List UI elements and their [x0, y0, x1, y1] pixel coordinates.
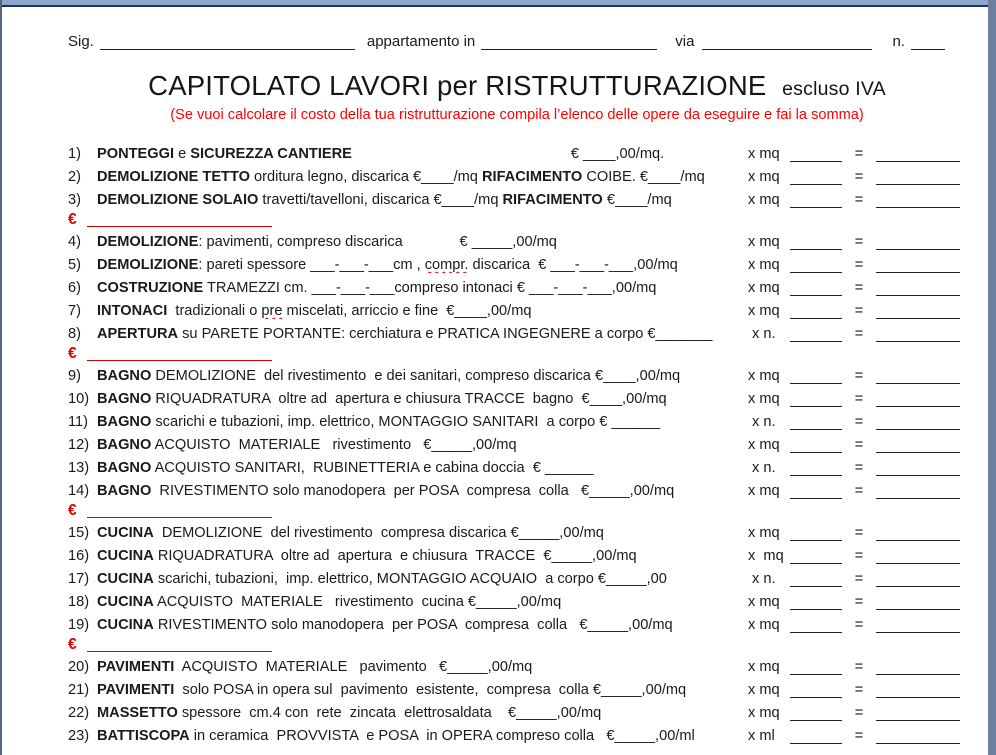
- item-text-part: ACQUISTO MATERIALE pavimento €_____,00/mq: [174, 659, 533, 675]
- multiplier-unit-label: x n.: [748, 460, 776, 476]
- item-text-part: e: [174, 146, 191, 162]
- item-text: [68, 303, 748, 319]
- result-blank[interactable]: [876, 462, 960, 476]
- item-text-part: BAGNO: [97, 368, 152, 384]
- item-text-part: PAVIMENTI: [97, 659, 175, 675]
- item-text-part: COIBE. €____/mq: [582, 169, 705, 185]
- list-item: [68, 430, 966, 453]
- list-item: [68, 185, 966, 208]
- item-text-part: CUCINA: [97, 525, 154, 541]
- subtotal-blank[interactable]: [87, 214, 272, 227]
- n-blank[interactable]: [911, 35, 945, 50]
- item-text: [68, 682, 748, 698]
- item-text-part: RIFACIMENTO: [481, 169, 583, 185]
- item-number: 17): [68, 571, 90, 587]
- item-text-part: tradizionali o: [167, 303, 262, 319]
- equals-sign: =: [854, 682, 864, 698]
- result-blank[interactable]: [876, 328, 960, 342]
- item-text-part: travetti/tavelloni, discarica €____/mq: [258, 192, 503, 208]
- result-blank[interactable]: [876, 148, 960, 162]
- list-item: [68, 518, 966, 541]
- equals-sign: =: [854, 257, 864, 273]
- item-text-part: RIVESTIMENTO solo manodopera per POSA compresa colla €_____,00/mq: [151, 483, 675, 499]
- equals-sign: =: [854, 391, 864, 407]
- equals-sign: =: [854, 483, 864, 499]
- quantity-blank[interactable]: [790, 439, 842, 453]
- quantity-blank[interactable]: [790, 550, 842, 564]
- equals-sign: =: [854, 728, 864, 744]
- result-blank[interactable]: [876, 596, 960, 610]
- item-text-part: CUCINA: [97, 594, 154, 610]
- list-item: [68, 361, 966, 384]
- via-blank[interactable]: [702, 35, 872, 50]
- item-text: [68, 414, 748, 430]
- item-number: 12): [68, 437, 90, 453]
- item-text: [68, 437, 748, 453]
- item-number: 7): [68, 303, 81, 319]
- title-suffix: escluso IVA: [782, 78, 886, 100]
- item-text: [68, 728, 748, 744]
- item-text-part: : pavimenti, compreso discarica: [198, 234, 403, 250]
- item-text: [68, 257, 748, 273]
- multiplier-field: [748, 326, 966, 342]
- multiplier-field: [748, 617, 966, 633]
- item-text: [68, 391, 748, 407]
- result-blank[interactable]: [876, 194, 960, 208]
- multiplier-field: [748, 146, 966, 162]
- multiplier-unit-label: x mq: [748, 391, 780, 407]
- multiplier-unit-label: x ml: [748, 728, 775, 744]
- multiplier-unit-label: x mq: [748, 483, 780, 499]
- subtotal-blank[interactable]: [87, 639, 272, 652]
- item-number: 20): [68, 659, 90, 675]
- item-text-part: €____/mq: [602, 192, 672, 208]
- subtotal-blank[interactable]: [87, 505, 272, 518]
- equals-sign: =: [854, 705, 864, 721]
- subtotal-row: [68, 633, 966, 652]
- list-item: [68, 476, 966, 499]
- item-text-part: DEMOLIZIONE: [97, 234, 199, 250]
- title-main: CAPITOLATO LAVORI per RISTRUTTURAZIONE: [148, 70, 767, 101]
- item-number: 16): [68, 548, 90, 564]
- equals-sign: =: [854, 326, 864, 342]
- result-blank[interactable]: [876, 393, 960, 407]
- multiplier-unit-label: x mq: [748, 146, 780, 162]
- quantity-blank[interactable]: [790, 416, 842, 430]
- multiplier-field: [748, 682, 966, 698]
- equals-sign: =: [854, 571, 864, 587]
- item-text-part: RIQUADRATURA oltre ad apertura e chiusura TRACCE bagno €____,00/mq: [151, 391, 667, 407]
- result-blank[interactable]: [876, 171, 960, 185]
- item-text-part: BAGNO: [97, 483, 152, 499]
- equals-sign: =: [854, 303, 864, 319]
- list-item: [68, 250, 966, 273]
- list-item: [68, 698, 966, 721]
- item-text-part: RIVESTIMENTO solo manodopera per POSA compresa colla €_____,00/mq: [153, 617, 673, 633]
- multiplier-field: [748, 525, 966, 541]
- multiplier-field: [748, 548, 966, 564]
- item-text-part: DEMOLIZIONE SOLAIO: [97, 192, 259, 208]
- item-text: [68, 617, 748, 633]
- item-number: 15): [68, 525, 90, 541]
- item-text-part: in ceramica PROVVISTA e POSA in OPERA compreso colla €_____,00/ml: [189, 728, 695, 744]
- equals-sign: =: [854, 659, 864, 675]
- multiplier-field: [748, 437, 966, 453]
- item-number: 4): [68, 234, 81, 250]
- item-text-part: DEMOLIZIONE del rivestimento e dei sanitari, compreso discarica €____,00/mq: [151, 368, 681, 384]
- multiplier-field: [748, 234, 966, 250]
- quantity-blank[interactable]: [790, 305, 842, 319]
- item-text: [68, 169, 748, 185]
- multiplier-field: [748, 303, 966, 319]
- multiplier-unit-label: x mq: [748, 548, 784, 564]
- item-number: 10): [68, 391, 90, 407]
- equals-sign: =: [854, 280, 864, 296]
- item-text-part: discarica € ___-___-___,00/mq: [468, 257, 678, 273]
- quantity-blank[interactable]: [790, 393, 842, 407]
- item-number: 9): [68, 368, 81, 384]
- page-title: [68, 70, 966, 102]
- subtotal-euro-label: €: [68, 211, 77, 228]
- page-subtitle: (Se vuoi calcolare il costo della tua ristrutturazione compila l’elenco delle opere da eseguire e fai la somma): [170, 107, 864, 123]
- item-text-part: : pareti spessore ___-___-___cm ,: [198, 257, 425, 273]
- multiplier-unit-label: x mq: [748, 525, 780, 541]
- multiplier-unit-label: x mq: [748, 617, 780, 633]
- multiplier-field: [748, 728, 966, 744]
- quantity-blank[interactable]: [790, 661, 842, 675]
- list-item: [68, 564, 966, 587]
- result-blank[interactable]: [876, 573, 960, 587]
- equals-sign: =: [854, 146, 864, 162]
- list-item: [68, 453, 966, 476]
- multiplier-field: [748, 414, 966, 430]
- item-text-part: € _____,00/mq: [402, 234, 557, 250]
- multiplier-field: [748, 659, 966, 675]
- multiplier-unit-label: x mq: [748, 594, 780, 610]
- item-text-part: BATTISCOPA: [97, 728, 190, 744]
- subtotal-euro-label: €: [68, 345, 77, 362]
- item-text-part: CUCINA: [97, 548, 154, 564]
- quantity-blank[interactable]: [790, 259, 842, 273]
- item-text-part: BAGNO: [97, 414, 152, 430]
- quantity-blank[interactable]: [790, 194, 842, 208]
- appartamento-label: appartamento in: [366, 33, 476, 50]
- item-text: [68, 234, 748, 250]
- multiplier-unit-label: x mq: [748, 437, 780, 453]
- page-content: [2, 0, 988, 744]
- list-item: [68, 162, 966, 185]
- item-text: [68, 460, 748, 476]
- item-text-part: PONTEGGI: [97, 146, 175, 162]
- multiplier-unit-label: x mq: [748, 368, 780, 384]
- list-item: [68, 139, 966, 162]
- item-number: 23): [68, 728, 90, 744]
- quantity-blank[interactable]: [790, 328, 842, 342]
- item-text: [68, 525, 748, 541]
- quantity-blank[interactable]: [790, 171, 842, 185]
- subtotal-euro-label: €: [68, 636, 77, 653]
- multiplier-field: [748, 280, 966, 296]
- item-text-part: solo POSA in opera sul pavimento esistente, compresa colla €_____,00/mq: [174, 682, 687, 698]
- result-blank[interactable]: [876, 619, 960, 633]
- item-text-part: scarichi e tubazioni, imp. elettrico, MONTAGGIO SANITARI a corpo € ______: [151, 414, 661, 430]
- multiplier-field: [748, 169, 966, 185]
- n-label: n.: [892, 33, 905, 50]
- item-text: [68, 192, 748, 208]
- list-item: [68, 541, 966, 564]
- multiplier-unit-label: x mq: [748, 257, 780, 273]
- item-text-part: ACQUISTO MATERIALE rivestimento €_____,00/mq: [151, 437, 517, 453]
- multiplier-unit-label: x mq: [748, 192, 780, 208]
- item-text-part: INTONACI: [97, 303, 168, 319]
- item-text-part: scarichi, tubazioni, imp. elettrico, MONTAGGIO ACQUAIO a corpo €_____,00: [153, 571, 667, 587]
- item-text: [68, 705, 748, 721]
- item-text: [68, 483, 748, 499]
- result-blank[interactable]: [876, 305, 960, 319]
- multiplier-unit-label: x mq: [748, 234, 780, 250]
- item-number: 14): [68, 483, 90, 499]
- item-text-part: RIFACIMENTO: [502, 192, 603, 208]
- quantity-blank[interactable]: [790, 684, 842, 698]
- result-blank[interactable]: [876, 439, 960, 453]
- result-blank[interactable]: [876, 730, 960, 744]
- result-blank[interactable]: [876, 550, 960, 564]
- subtotal-blank[interactable]: [87, 348, 272, 361]
- multiplier-unit-label: x mq: [748, 705, 780, 721]
- item-number: 6): [68, 280, 81, 296]
- multiplier-unit-label: x mq: [748, 682, 780, 698]
- item-number: 3): [68, 192, 81, 208]
- equals-sign: =: [854, 368, 864, 384]
- multiplier-unit-label: x n.: [748, 571, 776, 587]
- result-blank[interactable]: [876, 684, 960, 698]
- quantity-blank[interactable]: [790, 462, 842, 476]
- result-blank[interactable]: [876, 236, 960, 250]
- subtotal-euro-label: €: [68, 502, 77, 519]
- result-blank[interactable]: [876, 707, 960, 721]
- quantity-blank[interactable]: [790, 573, 842, 587]
- multiplier-field: [748, 391, 966, 407]
- equals-sign: =: [854, 234, 864, 250]
- multiplier-unit-label: x mq: [748, 280, 780, 296]
- result-blank[interactable]: [876, 661, 960, 675]
- quantity-blank[interactable]: [790, 596, 842, 610]
- equals-sign: =: [854, 414, 864, 430]
- sig-blank[interactable]: [100, 35, 355, 50]
- list-item: [68, 384, 966, 407]
- list-item: [68, 610, 966, 633]
- item-text: [68, 146, 748, 162]
- multiplier-unit-label: x mq: [748, 303, 780, 319]
- items-list: [68, 139, 966, 744]
- multiplier-field: [748, 368, 966, 384]
- equals-sign: =: [854, 594, 864, 610]
- item-text-part: BAGNO: [97, 460, 152, 476]
- equals-sign: =: [854, 460, 864, 476]
- list-item: [68, 587, 966, 610]
- item-text: [68, 326, 748, 342]
- result-blank[interactable]: [876, 370, 960, 384]
- item-text: [68, 659, 748, 675]
- list-item: [68, 652, 966, 675]
- item-number: 18): [68, 594, 90, 610]
- item-text-part: DEMOLIZIONE: [97, 257, 199, 273]
- quantity-blank[interactable]: [790, 282, 842, 296]
- via-label: via: [675, 33, 695, 50]
- equals-sign: =: [854, 525, 864, 541]
- item-number: 5): [68, 257, 81, 273]
- list-item: [68, 721, 966, 744]
- item-text-part: CUCINA: [97, 571, 154, 587]
- item-text: [68, 548, 748, 564]
- item-text: [68, 280, 748, 296]
- multiplier-unit-label: x mq: [748, 169, 780, 185]
- item-text: [68, 368, 748, 384]
- multiplier-field: [748, 594, 966, 610]
- item-text-part: ACQUISTO SANITARI, RUBINETTERIA e cabina doccia € ______: [151, 460, 594, 476]
- appartamento-blank[interactable]: [481, 35, 657, 50]
- equals-sign: =: [854, 548, 864, 564]
- item-text: [68, 571, 748, 587]
- multiplier-field: [748, 705, 966, 721]
- item-text-part: compr.: [424, 257, 469, 273]
- multiplier-unit-label: x n.: [748, 326, 776, 342]
- result-blank[interactable]: [876, 416, 960, 430]
- header-line: [68, 33, 966, 50]
- result-blank[interactable]: [876, 259, 960, 273]
- subtotal-row: [68, 342, 966, 361]
- equals-sign: =: [854, 437, 864, 453]
- item-text-part: RIQUADRATURA oltre ad apertura e chiusura TRACCE €_____,00/mq: [153, 548, 637, 564]
- subtotal-row: [68, 208, 966, 227]
- multiplier-unit-label: x mq: [748, 659, 780, 675]
- item-text-part: miscelati, arriccio e fine €____,00/mq: [282, 303, 532, 319]
- item-text-part: MASSETTO: [97, 705, 178, 721]
- item-text-part: DEMOLIZIONE del rivestimento compresa discarica €_____,00/mq: [153, 525, 604, 541]
- quantity-blank[interactable]: [790, 730, 842, 744]
- multiplier-field: [748, 483, 966, 499]
- equals-sign: =: [854, 617, 864, 633]
- item-number: 13): [68, 460, 90, 476]
- window-top-border: [2, 5, 988, 7]
- quantity-blank[interactable]: [790, 370, 842, 384]
- item-text: [68, 594, 748, 610]
- list-item: [68, 227, 966, 250]
- result-blank[interactable]: [876, 527, 960, 541]
- quantity-blank[interactable]: [790, 527, 842, 541]
- multiplier-unit-label: x n.: [748, 414, 776, 430]
- quantity-blank[interactable]: [790, 148, 842, 162]
- item-number: 11): [68, 414, 89, 430]
- quantity-blank[interactable]: [790, 485, 842, 499]
- item-text-part: APERTURA: [97, 326, 179, 342]
- list-item: [68, 273, 966, 296]
- list-item: [68, 296, 966, 319]
- multiplier-field: [748, 192, 966, 208]
- result-blank[interactable]: [876, 282, 960, 296]
- result-blank[interactable]: [876, 485, 960, 499]
- quantity-blank[interactable]: [790, 707, 842, 721]
- equals-sign: =: [854, 192, 864, 208]
- item-number: 8): [68, 326, 81, 342]
- multiplier-field: [748, 571, 966, 587]
- item-text-part: ACQUISTO MATERIALE rivestimento cucina €_____,00/mq: [153, 594, 562, 610]
- item-number: 21): [68, 682, 90, 698]
- item-text-part: € ____,00/mq.: [351, 146, 665, 162]
- item-text-part: PAVIMENTI: [97, 682, 175, 698]
- item-text-part: COSTRUZIONE: [97, 280, 204, 296]
- item-text-part: CUCINA: [97, 617, 154, 633]
- item-text-part: SICUREZZA CANTIERE: [190, 146, 352, 162]
- list-item: [68, 319, 966, 342]
- equals-sign: =: [854, 169, 864, 185]
- item-text-part: spessore cm.4 con rete zincata elettrosaldata €_____,00/mq: [177, 705, 602, 721]
- item-number: 19): [68, 617, 90, 633]
- item-text-part: pre: [261, 303, 283, 319]
- quantity-blank[interactable]: [790, 236, 842, 250]
- quantity-blank[interactable]: [790, 619, 842, 633]
- item-text-part: BAGNO: [97, 437, 152, 453]
- multiplier-field: [748, 257, 966, 273]
- sig-label: Sig.: [68, 33, 94, 50]
- subtotal-row: [68, 499, 966, 518]
- item-text-part: TRAMEZZI cm. ___-___-___compreso intonaci € ___-___-___,00/mq: [203, 280, 657, 296]
- item-text-part: DEMOLIZIONE TETTO: [97, 169, 250, 185]
- multiplier-field: [748, 460, 966, 476]
- list-item: [68, 407, 966, 430]
- item-number: 22): [68, 705, 90, 721]
- item-text-part: BAGNO: [97, 391, 152, 407]
- item-number: 1): [68, 146, 81, 162]
- item-text-part: orditura legno, discarica €____/mq: [249, 169, 482, 185]
- item-text-part: su PARETE PORTANTE: cerchiatura e PRATICA INGEGNERE a corpo €_______: [178, 326, 713, 342]
- list-item: [68, 675, 966, 698]
- item-number: 2): [68, 169, 81, 185]
